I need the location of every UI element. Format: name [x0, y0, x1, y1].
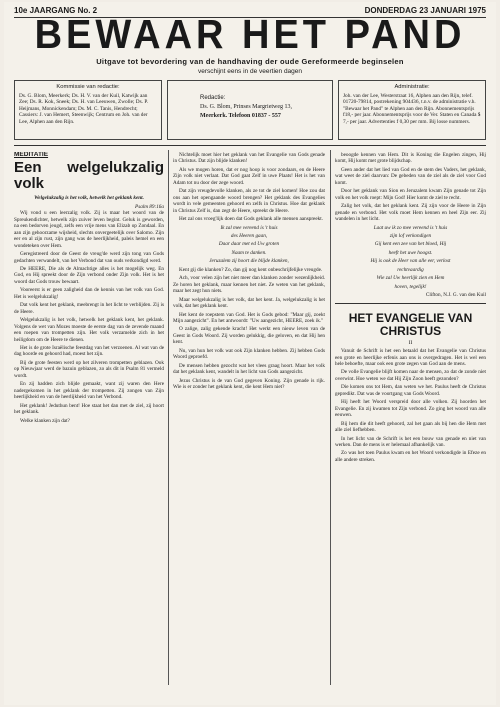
meditatie-paragraph: Wij vond u een leerzalig volk. Zij is maar het woord van de Spreukendichter, hetwelk zijn zuiver leven begint. Geluk is geworden, na een bedorven jeugd, zelfs een vrije mens van Elizab op Zondaal. En aan zijn gehoorzame wijsheid, slechts onvergeetelijk over Salomo. Zijn eer en al zijn rust, zijn gang was de heerlijkheid, paleis hemel en een wondeteken over Hem.: [14, 210, 164, 249]
middle-verse-line: des Heeren gaan,: [230, 232, 268, 239]
meditatie-paragraph: Welke klanken zijn dat?: [20, 417, 70, 424]
right-signature: Clifton, N.J. G. van den Kuil: [425, 292, 486, 299]
right-paragraph: Geen ander dat het lied van God en de stem des Vaders, het geklank, wat weet de ziel daarvan: De gebeden van de ziel als de ziel voor God komt.: [335, 166, 486, 186]
middle-paragraph: Het kent de roepstem van God. Het is Gods gebod: "Maar gij, zoekt Mijn aangezicht". En het antwoordt: "Uw aangezicht, HEERE, zoek ik.": [173, 311, 325, 324]
evangelie-paragraph: De volle Evangelie blijft komen naar de mensen, zo dat de zonde niet overwint. Hoe weten we dat Hij Zijn Zoon heeft gezonden?: [335, 369, 486, 382]
administratie-text: Joh. van der Lee, Westerstraat 16, Alphen aan den Rijn, telef. 01720-79814, postrekening 904436, t.n.v. de administratie v.h. "Bewaar het Pand" te Alphen aan den Rijn. Abonnementsprijs f18,- per jaar. Abonnementsprijs voor de Ver. Staten en Canada $ 7,- per jaar. Advertenties f 0,30 per mm. Bij losse nummers.: [343, 92, 481, 125]
meditatie-paragraph: De HEERE, Die als de Almachtige alles is het mogelijk weg. En God, en Hij spreekt door de Zijn verbond onder Zijn volk. Het is het woord dat Gods trouw bewaart.: [14, 265, 164, 285]
middle-paragraph: Dat zijn vreugdevolle klanken, als ze tot de ziel komen! Hoe zou dat ons aan het opengaande woord brengen? Het geklank des Evangelies wordt in vele gemeenten gehoord en zelfs in Christus. Hoe dat geklank in Christus Zelf is, dan zegt de Heere, spreekt de Heere.: [173, 188, 325, 214]
meditatie-verse: Welgelukzalig is het volk, hetwelk het geklank kent.: [34, 195, 144, 202]
meditatie-paragraph: Welgelukzalig is het volk, hetwelk het geklank kent, het geklank. Volgens de wet van Mozes moeste de eerste dag van de zevende maand een roepen van trompetten zijn. Het volk verzamelde zich in het heiligdom om de Heere te dienen.: [14, 317, 164, 343]
middle-paragraph: Maar welgelukzalig is het volk, dat het kent. Ja, welgelukzalig is het volk, dat het geklank kent.: [173, 296, 325, 310]
masthead-title: BEWAAR HET PAND: [34, 12, 466, 58]
right-paragraph: Door het geklank van Sion en Jeruzalem kwam Zijn genade tot Zijn volk en het volk roept: Mijn God! Hier komt de ziel te recht.: [335, 188, 486, 201]
meditatie-paragraph: Het geklank! Jeduthun bent! Hoe staat het dan met de ziel, zij hoort het geklank.: [14, 402, 164, 416]
middle-verse-line: Daar daar met ed Uw groten: [218, 241, 280, 248]
middle-verse-line: Naam te danken.: [231, 249, 267, 256]
newspaper-page: [4, 2, 496, 705]
right-column: [335, 152, 486, 685]
issue-number: 10e JAARGANG No. 2: [14, 6, 98, 15]
right-verse-line: Laat uw ik zo mee vereend is 't huis: [373, 224, 448, 231]
right-verse-line: heeft het uwe hoogst.: [388, 249, 433, 256]
middle-column: [173, 152, 325, 685]
evangelie-paragraph: Zo was het toen Paulus kwam en het Woord verkondigde in Efeze en alle andere streken.: [335, 450, 486, 463]
meditatie-paragraph: Dat volk kent het geklank, meebrengt in het licht te verblijden. Zij is de Heere.: [14, 302, 164, 315]
meditatie-column: [14, 152, 164, 685]
evangelie-paragraph: Hij heeft het Woord verspreid door alle volken. Zij hoorden het Evangelie. En zij kwamen tot Zijn verbond. Zo ging het woord van alle eeuwen.: [335, 399, 486, 419]
administratie-box: [338, 80, 486, 140]
column-rule: [330, 150, 331, 685]
middle-paragraph: O zalige, zalig gekende kracht! Het werkt een nieuw leven van de Geest in Gods Woord. Zij worden gelukkig, die geloven, en dat Hij hen kent.: [173, 326, 325, 346]
evangelie-part-number: II: [408, 339, 413, 346]
right-verse-line: hoven, tegelijk!: [394, 283, 427, 290]
publication-frequency: verschijnt eens in de veertien dagen: [197, 68, 303, 75]
right-paragraph: beoogde kennen van Hem. Dit is Koning die Engelen zingen, Hij komt, Hij komt met grote blijdschap.: [335, 152, 486, 165]
meditatie-ref: Psalm 89:16a: [135, 203, 164, 210]
evangelie-paragraph: Bij hem die dit heeft gehoord, zal het gaan als bij hen die Hem met alle ziel liefhebben.: [335, 420, 486, 434]
middle-paragraph: De mensen hebben gezocht wat het vlees graag hoort. Maar het volk dat het geklank kent, wandelt in het licht van Gods aangezicht.: [173, 362, 325, 376]
column-rule: [168, 150, 169, 685]
commissie-text: Ds. G. Blom, Meerkerk; Ds. H. V. van der Kuil, Katwijk aan Zee; Ds. R. Kok, Sneek; Ds. H. van Leeuwen, Zwolle; Ds. P. Heijmans, Monnickendam; Ds. M. C. Tanis, Hendrecht; Cassiers: J. van Hemert, Steenwijk; Centrum en Joh. van der Lee, Alphen aan den Rijn.: [19, 92, 149, 125]
evangelie-paragraph: In het licht van de Schrift is het een bouw van genade en niet van werken. Dan de mens is er helemaal afhankelijk van.: [335, 435, 486, 448]
administratie-title: Administratie:: [394, 84, 430, 90]
right-verse-line: Gij kent een zee van het bloed, Hij: [374, 241, 447, 248]
middle-paragraph: Het zal ons vroeg'lijk doen dat Gods geklank alle mensen aanspreekt.: [179, 216, 323, 223]
commissie-box: [14, 80, 162, 140]
right-verse-line: Wie zal Uw heerlijk zien en Hem: [376, 275, 445, 282]
redactie-box: [167, 80, 333, 140]
meditatie-label: MEDITATIE: [14, 152, 49, 158]
evangelie-title: HET EVANGELIE VAN CHRISTUS: [348, 310, 473, 338]
commissie-title: Kommissie van redactie:: [56, 84, 120, 90]
right-verse-line: Hij is ook de Heer van alle eer, verlost: [370, 258, 451, 265]
redactie-line-2: Meerkerk. Telefoon 01837 - 557: [200, 113, 281, 119]
middle-paragraph: Kent gij die klanken? Zo, dan gij nog kent onbeschrijfelijke vreugde.: [179, 266, 323, 273]
middle-paragraph: Nu, van hun het volk wat ook Zijn klanken hebben. Zij hebben Gods Woord geproefd.: [173, 347, 325, 361]
article-divider: [335, 303, 486, 304]
redactie-line-1: Ds. G. Blom, Prinses Margrietweg 13,: [200, 104, 293, 110]
issue-date: DONDERDAG 23 JANUARI 1975: [364, 6, 486, 15]
meditatie-paragraph: Vooreerst is er geen zaligheid dan de kennis van het volk van God. Het is welgelukzalig!: [14, 287, 164, 300]
masthead-subtitle: Uitgave tot bevordering van de handhaving der oude Gereformeerde beginselen: [96, 57, 404, 66]
meditatie-paragraph: Bij de grote feesten werd op het zilveren trompetten geblazen. Ook op Nieuwjaar werd de bazuin geblazen, zo als dit in Psalm 81 vermeld wordt.: [14, 359, 164, 379]
middle-paragraph: Als we mogen horen, dat er nog hoop is voor zondaars, en de Heere Zijn volk niet verlaat. Dat God gaat Zelf in uwe Plaats! Het is het van Adam tot nu door der zege woord.: [173, 166, 325, 186]
meditatie-paragraph: En zij hadden zich blijde gemaakt, want zij waren den Here nadergekomen in het geklank der trompetten. Zij zongen van Zijn heerlijkheid en van de heerlijkheid van het Verbond.: [14, 381, 164, 401]
right-paragraph: Zalig het volk, dat het geklank kent. Zij zijn voor de Heere in Zijn genade en verbond. Het volk moet Hem kennen en heel Zijn eer. Zij wandelen in het licht.: [335, 203, 486, 223]
middle-paragraph: Ach, voor velen zijn het niet meer dan klanken zonder wezenlijkheid. Ze horen het geklank, maar kennen het niet. Ze weten van het geklank, maar het zegt hun niets.: [173, 275, 325, 295]
right-verse-line: zijn lof verkondigen: [389, 232, 432, 239]
redactie-title: Redactie:: [200, 95, 226, 101]
evangelie-paragraph: Vanuit de Schrift is het een betaald dat het Evangelie van Christus een grote en heerlijke erfenis aan ons is overgedragen. Het is wel een hele behoefte, maar ook een grote zegen van God aan de mens.: [335, 348, 486, 367]
meditatie-paragraph: Het is de grote Israëlische feestdag van het verzoenen. Al wat van de dag hoorde en gehoord had, moest het zijn.: [14, 344, 164, 358]
evangelie-paragraph: Die komen ons tot Hem, dan weten we het. Paulus heeft de Christus gepredikt. Dat was de voortgang van Gods Woord.: [335, 384, 486, 397]
middle-paragraph: Jezus Christus is de van God gegeven Koning. Zijn genade is rijk. Wie is er zonder het geklank kent, die kent Hem niet?: [173, 377, 325, 391]
content-rule: [14, 145, 486, 146]
right-verse-line: rechtvaardig: [397, 266, 424, 273]
meditatie-title: Een welgelukzalig volk: [14, 159, 164, 193]
middle-verse-line: Jeruzalem zij hoort die blijde klanken,: [209, 258, 289, 265]
middle-paragraph: Nichtelijk moet hier het geklank van het Evangelie van Gods genade in Christus. Dat zijn blijde klanken!: [173, 152, 325, 165]
middle-verse-line: Ik zal mee vereend is 't huis: [220, 224, 278, 231]
meditatie-paragraph: Geregistreerd door de Geest de vreug'de werd zijn tong van Gods gedachten verwandelt, van het Verbond dat van ouds verkondigd werd.: [14, 251, 164, 264]
